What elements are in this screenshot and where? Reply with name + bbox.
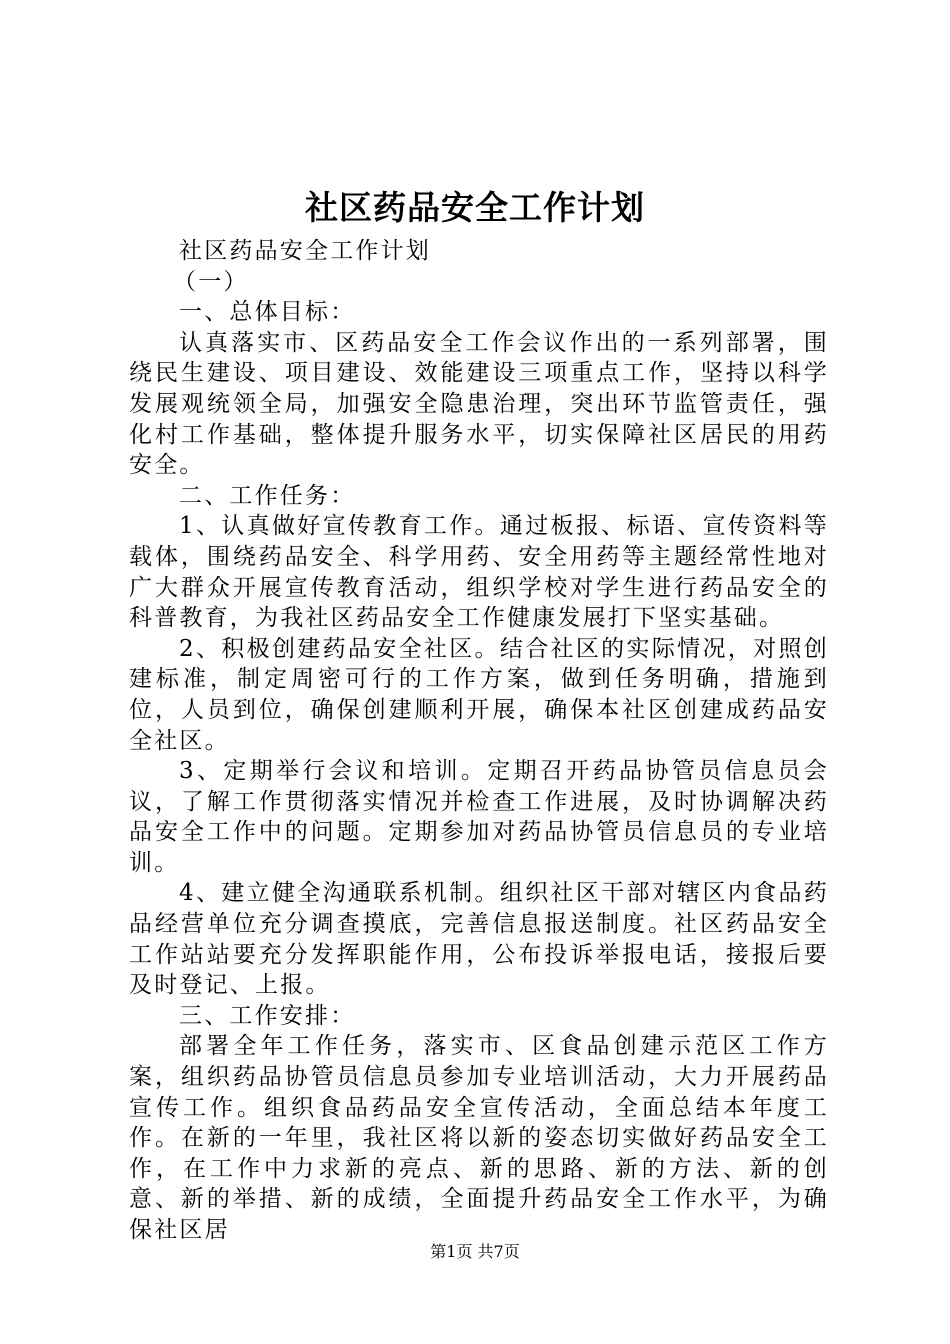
document-body [129, 236, 829, 1246]
paragraph-task-3: 3、定期举行会议和培训。定期召开药品协管员信息员会议，了解工作贯彻落实情况并检查工作进展，及时协调解决药品安全工作中的问题。定期参加对药品协管员信息员的专业培训。 [129, 758, 829, 876]
paragraph-subtitle: 社区药品安全工作计划 [179, 238, 431, 264]
paragraph-goals-text: 认真落实市、区药品安全工作会议作出的一系列部署，围绕民生建设、项目建设、效能建设三项重点工作，坚持以科学发展观统领全局，加强安全隐患治理，突出环节监管责任，强化村工作基础，整体提升服务水平，切实保障社区居民的用药安全。 [129, 329, 829, 479]
paragraph-heading-arrangement: 三、工作安排： [179, 1002, 356, 1029]
paragraph-task-4: 4、建立健全沟通联系机制。组织社区干部对辖区内食品药品经营单位充分调查摸底，完善信息报送制度。社区药品安全工作站站要充分发挥职能作用，公布投诉举报电话，接报后要及时登记、上报。 [129, 880, 829, 999]
page-footer: 第1页 共7页 [430, 1242, 520, 1261]
paragraph-section-number: （一） [173, 268, 249, 295]
document-title: 社区药品安全工作计划 [305, 188, 645, 227]
paragraph-task-2: 2、积极创建药品安全社区。结合社区的实际情况，对照创建标准，制定周密可行的工作方案，做到任务明确，措施到位，人员到位，确保创建顺利开展，确保本社区创建成药品安全社区。 [129, 635, 829, 754]
paragraph-heading-tasks: 二、工作任务： [179, 482, 356, 509]
paragraph-task-1: 1、认真做好宣传教育工作。通过板报、标语、宣传资料等载体，围绕药品安全、科学用药、安全用药等主题经常性地对广大群众开展宣传教育活动，组织学校对学生进行药品安全的科普教育，为我社区药品安全工作健康发展打下坚实基础。 [129, 513, 829, 632]
paragraph-arrangement-text: 部署全年工作任务，落实市、区食品创建示范区工作方案，组织药品协管员信息员参加专业培训活动，大力开展药品宣传工作。组织食品药品安全宣传活动，全面总结本年度工作。在新的一年里，我社区将以新的姿态切实做好药品安全工作，在工作中力求新的亮点、新的思路、新的方法、新的创意、新的举措、新的成绩，全面提升药品安全工作水平，为确保社区居 [129, 1033, 829, 1243]
paragraph-heading-goals: 一、总体目标： [179, 299, 356, 326]
